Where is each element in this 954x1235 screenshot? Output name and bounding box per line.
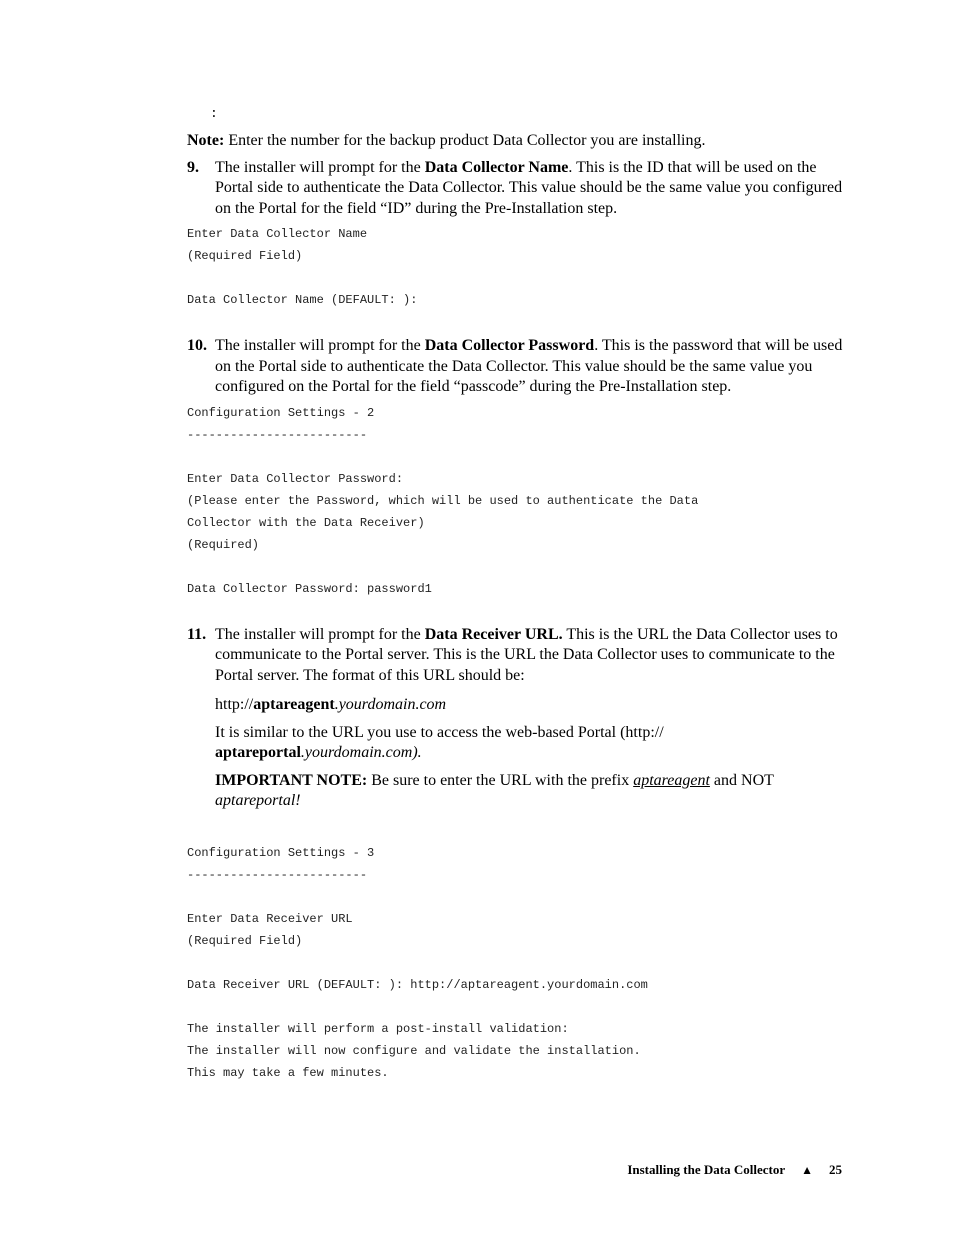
important-label: IMPORTANT NOTE: bbox=[215, 771, 368, 789]
code-line bbox=[187, 996, 847, 1018]
code-line: ------------------------- bbox=[187, 867, 368, 882]
code-block-11 bbox=[187, 842, 847, 1084]
step-body bbox=[215, 158, 847, 220]
code-line: Configuration Settings - 2 bbox=[187, 405, 375, 420]
code-block-9 bbox=[187, 223, 847, 311]
code-line bbox=[187, 446, 847, 468]
step-number: 10. bbox=[187, 337, 207, 354]
step-body bbox=[215, 336, 847, 398]
note-paragraph bbox=[187, 131, 847, 152]
code-line: (Required) bbox=[187, 537, 260, 552]
similar-host-bold: aptareportal bbox=[215, 744, 301, 761]
step-bold-term: Data Receiver URL. bbox=[424, 625, 563, 643]
code-line: The installer will perform a post-install validation: bbox=[187, 1021, 569, 1036]
url-prefix: http:// bbox=[215, 696, 254, 713]
step-bold-term: Data Collector Password bbox=[424, 337, 595, 354]
stray-colon: : bbox=[210, 106, 218, 121]
code-line bbox=[187, 886, 847, 908]
page-number: 25 bbox=[829, 1162, 842, 1177]
step-text: The installer will prompt for the bbox=[215, 158, 425, 176]
code-line: Data Collector Name (DEFAULT: ): bbox=[187, 293, 418, 307]
step-text: . This is the ID that will be used on the Portal side to authenticate the Data Collector. This value should be the same value you configured on the Portal for the field “ID” during the Pre-Installation step. bbox=[215, 158, 843, 217]
code-line: Enter Data Receiver URL bbox=[187, 911, 353, 926]
url-host-bold: aptareagent bbox=[253, 696, 335, 713]
aptareagent-link[interactable]: aptareagent bbox=[633, 771, 710, 789]
step-9 bbox=[187, 158, 847, 220]
step-number: 11. bbox=[187, 625, 207, 643]
code-line: Data Collector Password: password1 bbox=[187, 581, 432, 596]
footer-section-title: Installing the Data Collector bbox=[627, 1162, 786, 1177]
note-text: Enter the number for the backup product Data Collector you are installing. bbox=[224, 132, 706, 149]
code-line bbox=[187, 952, 847, 974]
important-italic: aptareportal! bbox=[215, 792, 301, 809]
step-text: This is the URL the Data Collector uses to communicate to the Portal server. This is the URL the Data Collector uses to communicate to the Portal server. The format of this URL should be: bbox=[215, 625, 838, 684]
step-number: 9. bbox=[187, 158, 199, 176]
code-line: (Please enter the Password, which will be used to authenticate the Data bbox=[187, 493, 699, 508]
code-line: (Required Field) bbox=[187, 933, 303, 948]
important-text: and NOT bbox=[709, 771, 774, 789]
step-body bbox=[215, 625, 847, 687]
step-text: . This is the password that will be used on the Portal side to authenticate the Data Collector. This value should be the same value you configured on the Portal for the field “passcode” during the Pre-Installation step. bbox=[215, 337, 843, 395]
code-line: This may take a few minutes. bbox=[187, 1065, 389, 1080]
note-label: Note: bbox=[187, 132, 225, 149]
step-10 bbox=[187, 336, 847, 398]
code-line: Data Receiver URL (DEFAULT: ): http://aptareagent.yourdomain.com bbox=[187, 977, 648, 992]
similar-url-note bbox=[215, 723, 847, 764]
step-bold-term: Data Collector Name bbox=[424, 158, 569, 176]
url-domain-italic: .yourdomain.com bbox=[334, 696, 447, 713]
step-text: The installer will prompt for the bbox=[215, 337, 425, 354]
triangle-icon: ▲ bbox=[801, 1162, 813, 1177]
page-footer bbox=[627, 1162, 842, 1178]
code-line bbox=[187, 556, 847, 578]
step-text: The installer will prompt for the bbox=[215, 625, 425, 643]
code-line bbox=[187, 267, 847, 289]
code-line: Enter Data Collector Name bbox=[187, 227, 368, 241]
similar-text: It is similar to the URL you use to access the web-based Portal (http:// bbox=[215, 723, 664, 741]
code-line: The installer will now configure and validate the installation. bbox=[187, 1043, 641, 1058]
url-format bbox=[215, 695, 847, 716]
code-line: Collector with the Data Receiver) bbox=[187, 515, 425, 530]
important-text: Be sure to enter the URL with the prefix bbox=[367, 771, 634, 789]
similar-domain-italic: .yourdomain.com). bbox=[300, 744, 422, 761]
step-11 bbox=[187, 625, 847, 687]
important-note bbox=[215, 771, 847, 812]
code-line: Configuration Settings - 3 bbox=[187, 845, 375, 860]
page-content bbox=[187, 131, 847, 1084]
code-line: (Required Field) bbox=[187, 249, 303, 263]
code-line: ------------------------- bbox=[187, 427, 368, 442]
code-block-10 bbox=[187, 402, 847, 600]
code-line: Enter Data Collector Password: bbox=[187, 471, 404, 486]
